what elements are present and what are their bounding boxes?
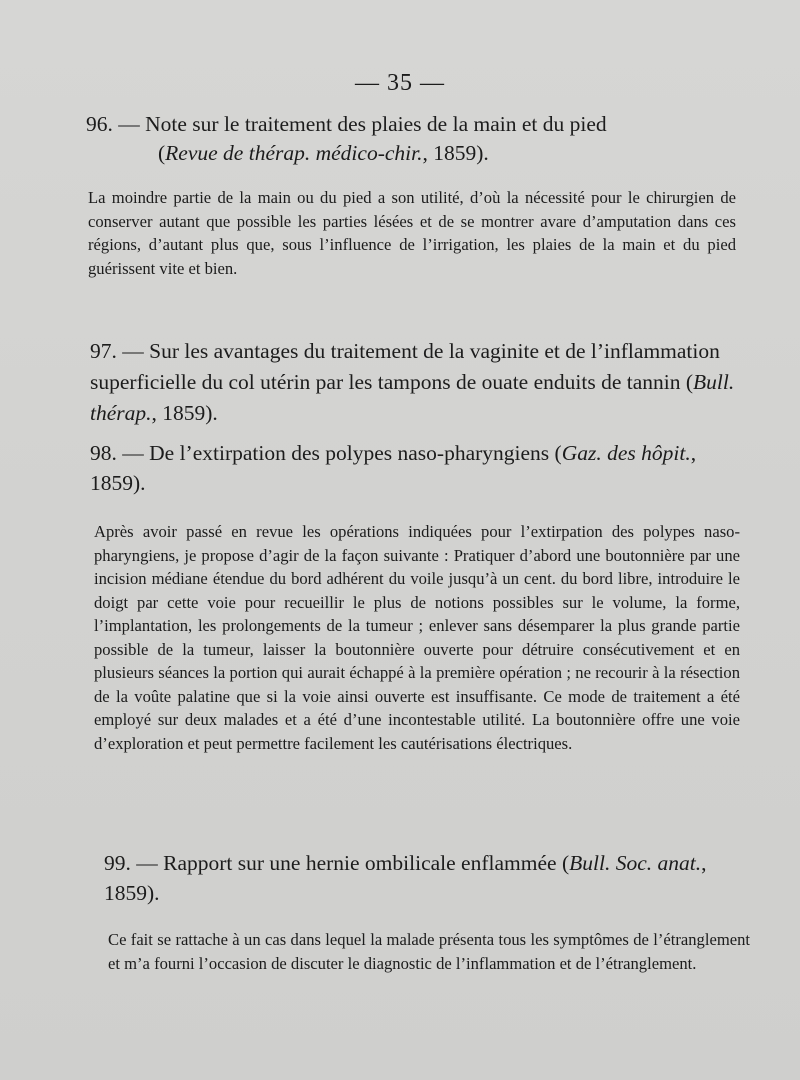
entry-body: Ce fait se rattache à un cas dans lequel la malade présenta tous les symptômes de l’étranglement et m’a fourni l’occasion de discuter le diagnostic de l’inflammation et de l’étranglement. bbox=[108, 930, 750, 973]
source-close: , 1859). bbox=[104, 851, 707, 905]
entry-dash: — bbox=[118, 112, 140, 136]
entry-source bbox=[86, 141, 489, 165]
entry-title bbox=[90, 336, 736, 429]
entry-dash: — bbox=[122, 441, 144, 465]
page-number: — 35 — bbox=[355, 70, 445, 96]
source-journal: Gaz. des hôpit. bbox=[561, 441, 691, 465]
entry-number: 96. bbox=[86, 112, 113, 136]
source-journal: Bull. thérap. bbox=[90, 370, 735, 425]
source-close: , 1859). bbox=[422, 141, 489, 165]
source-open: ( bbox=[561, 851, 570, 875]
entry-title-text: Rapport sur une hernie ombilicale enflammée bbox=[163, 851, 557, 875]
entry-number: 99. bbox=[104, 851, 131, 875]
entry-dash: — bbox=[136, 851, 158, 875]
entry-98 bbox=[90, 438, 736, 498]
source-journal: Bull. Soc. anat. bbox=[569, 851, 702, 875]
entry-body: Après avoir passé en revue les opérations indiquées pour l’extirpation des polypes naso-pharyngiens, je propose d’agir de la façon suivante : Pratiquer d’abord une boutonnière par une incision médiane étendue du bord adhérent du voile jusqu’à un cent. du bord libre, introduire le doigt par cette voie pour recueillir le plus de notions possibles sur le volume, la forme, l’implantation, les prolongements de la tumeur ; enlever sans désemparer la plus grande partie possible de la tumeur, laisser la boutonnière ouverte pour détruire consécutivement et en plusieurs séances la portion qui aurait échappé à la première opération ; ne recourir à la résection de la voûte palatine que si la voie ainsi ouverte est insuffisante. Ce mode de traitement a été employé sur deux malades et a été d’une incontestable utilité. La boutonnière offre une voie d’exploration et peut permettre facilement les cautérisations électriques. bbox=[94, 522, 740, 753]
entry-96 bbox=[86, 110, 736, 168]
entry-body: La moindre partie de la main ou du pied a son utilité, d’où la nécessité pour le chirurgien de conserver autant que possible les parties lésées et de se montrer avare d’amputation dans ces régions, d’autant plus que, sous l’influence de l’irrigation, les plaies de la main et du pied guérissent vite et bien. bbox=[88, 188, 736, 278]
entry-title-text: De l’extirpation des polypes naso-pharyngiens bbox=[149, 441, 550, 465]
source-journal: Revue de thérap. médico-chir. bbox=[165, 141, 423, 165]
entry-dash: — bbox=[122, 339, 144, 363]
entry-98-body bbox=[94, 520, 740, 755]
entry-number: 97. bbox=[90, 339, 117, 363]
entry-title bbox=[104, 848, 748, 908]
entry-title bbox=[90, 438, 736, 498]
entry-number: 98. bbox=[90, 441, 117, 465]
entry-99 bbox=[104, 848, 748, 908]
entry-title-text: Note sur le traitement des plaies de la main et du pied bbox=[145, 112, 607, 136]
source-open: ( bbox=[685, 370, 694, 394]
source-close: , 1859). bbox=[90, 441, 697, 495]
entry-99-body bbox=[108, 928, 750, 975]
source-open: ( bbox=[158, 141, 166, 165]
entry-97 bbox=[90, 336, 736, 429]
source-open: ( bbox=[554, 441, 562, 465]
source-close: , 1859). bbox=[151, 401, 218, 425]
entry-96-body bbox=[88, 186, 736, 280]
entry-title bbox=[86, 110, 736, 168]
entry-title-text: Sur les avantages du traitement de la vaginite et de l’inflammation superficielle du col utérin par les tampons de ouate enduits de tannin bbox=[90, 339, 720, 394]
